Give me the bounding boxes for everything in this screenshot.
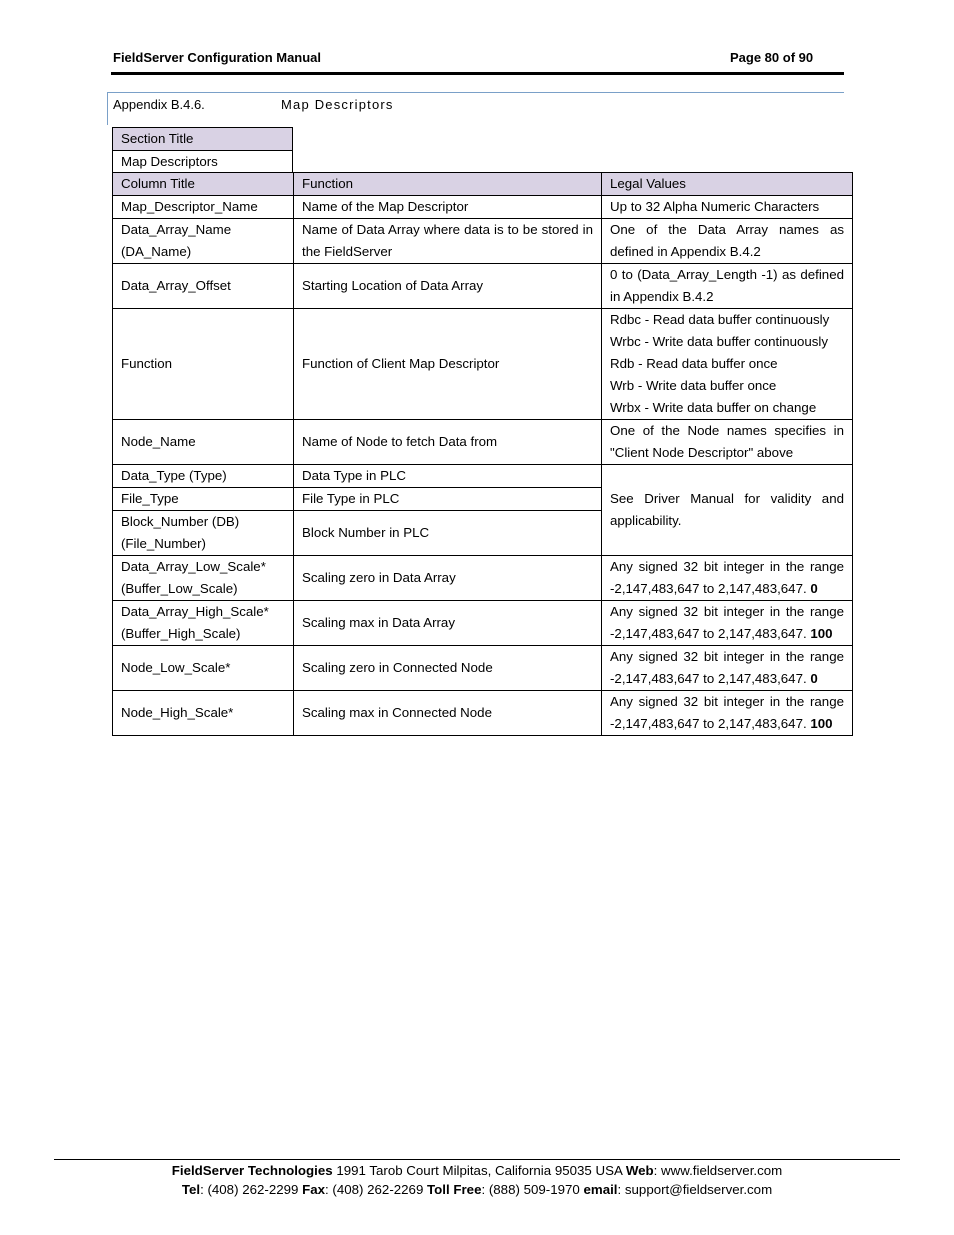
cell-function: Name of the Map Descriptor <box>294 196 602 219</box>
cell-function: Data Type in PLC <box>294 465 602 488</box>
cell-legal-values: Up to 32 Alpha Numeric Characters <box>602 196 853 219</box>
cell-function: Scaling zero in Connected Node <box>294 646 602 691</box>
cell-legal-values: One of the Data Array names as defined in Appendix B.4.2 <box>602 219 853 264</box>
cell-function: Scaling zero in Data Array <box>294 556 602 601</box>
legal-line: Wrbc - Write data buffer continuously <box>610 334 829 349</box>
cell-function: Scaling max in Connected Node <box>294 691 602 736</box>
cell-column-title: Node_Low_Scale* <box>113 646 294 691</box>
appendix-border-left <box>107 92 108 125</box>
cell-column-title: Map_Descriptor_Name <box>113 196 294 219</box>
cell-legal-values: Any signed 32 bit integer in the range -2,147,483,647 to 2,147,483,647. 0 <box>602 556 853 601</box>
document-title: FieldServer Configuration Manual <box>113 50 322 65</box>
cell-column-title: Function <box>113 309 294 420</box>
table-row <box>113 196 853 219</box>
cell-column-title: Node_High_Scale* <box>113 691 294 736</box>
table-row <box>113 219 853 264</box>
column-header-title: Column Title <box>113 173 294 196</box>
cell-legal-values: Any signed 32 bit integer in the range -2,147,483,647 to 2,147,483,647. 0 <box>602 646 853 691</box>
cell-column-title: Node_Name <box>113 420 294 465</box>
footer-line-address: FieldServer Technologies 1991 Tarob Court Milpitas, California 95035 USA Web: www.fieldserver.com <box>171 1163 783 1178</box>
table-row <box>113 420 853 465</box>
cell-function: Block Number in PLC <box>294 511 602 556</box>
header-rule <box>111 72 844 75</box>
default-value: 100 <box>810 716 833 731</box>
appendix-border-top <box>107 92 844 93</box>
section-title-header: Section Title <box>113 128 293 151</box>
legal-line: Rdb - Read data buffer once <box>610 356 778 371</box>
legal-line: Wrbx - Write data buffer on change <box>610 400 817 415</box>
cell-function: Function of Client Map Descriptor <box>294 309 602 420</box>
cell-column-title: Data_Array_Low_Scale* (Buffer_Low_Scale) <box>113 556 294 601</box>
cell-legal-values: 0 to (Data_Array_Length -1) as defined in Appendix B.4.2 <box>602 264 853 309</box>
cell-function: Name of Node to fetch Data from <box>294 420 602 465</box>
default-value: 100 <box>810 626 833 641</box>
table-row <box>113 264 853 309</box>
cell-function: Name of Data Array where data is to be stored in the FieldServer <box>294 219 602 264</box>
legal-line: Rdbc - Read data buffer continuously <box>610 312 830 327</box>
cell-column-title: Data_Array_Offset <box>113 264 294 309</box>
cell-function: File Type in PLC <box>294 488 602 511</box>
appendix-title: Map Descriptors <box>281 97 394 112</box>
map-descriptor-table <box>112 172 853 736</box>
column-header-function: Function <box>294 173 602 196</box>
cell-function: Scaling max in Data Array <box>294 601 602 646</box>
legal-line: Wrb - Write data buffer once <box>610 378 777 393</box>
cell-function: Starting Location of Data Array <box>294 264 602 309</box>
column-header-legal-values: Legal Values <box>602 173 853 196</box>
cell-legal-values-merged: See Driver Manual for validity and applicability. <box>602 465 853 556</box>
section-title-value: Map Descriptors <box>113 151 293 174</box>
footer-line-contact: Tel: (408) 262-2299 Fax: (408) 262-2269 Toll Free: (888) 509-1970 email: support@fieldserver.com <box>181 1182 773 1197</box>
cell-legal-values: Any signed 32 bit integer in the range -2,147,483,647 to 2,147,483,647. 100 <box>602 601 853 646</box>
cell-column-title: Data_Array_High_Scale* (Buffer_High_Scale) <box>113 601 294 646</box>
appendix-number: Appendix B.4.6. <box>113 97 205 112</box>
cell-legal-values <box>602 309 853 420</box>
cell-legal-values: Any signed 32 bit integer in the range -2,147,483,647 to 2,147,483,647. 100 <box>602 691 853 736</box>
footer-rule <box>54 1159 900 1160</box>
table-header-row <box>113 173 853 196</box>
default-value: 0 <box>810 671 818 686</box>
cell-column-title: Block_Number (DB) (File_Number) <box>113 511 294 556</box>
page-number: Page 80 of 90 <box>730 50 814 65</box>
table-row <box>113 309 853 420</box>
table-row <box>113 601 853 646</box>
cell-column-title: Data_Array_Name (DA_Name) <box>113 219 294 264</box>
cell-legal-values: One of the Node names specifies in "Client Node Descriptor" above <box>602 420 853 465</box>
table-row <box>113 556 853 601</box>
table-row <box>113 646 853 691</box>
section-title-table <box>112 127 293 174</box>
cell-column-title: File_Type <box>113 488 294 511</box>
table-row <box>113 691 853 736</box>
cell-column-title: Data_Type (Type) <box>113 465 294 488</box>
default-value: 0 <box>810 581 818 596</box>
table-row <box>113 465 853 488</box>
